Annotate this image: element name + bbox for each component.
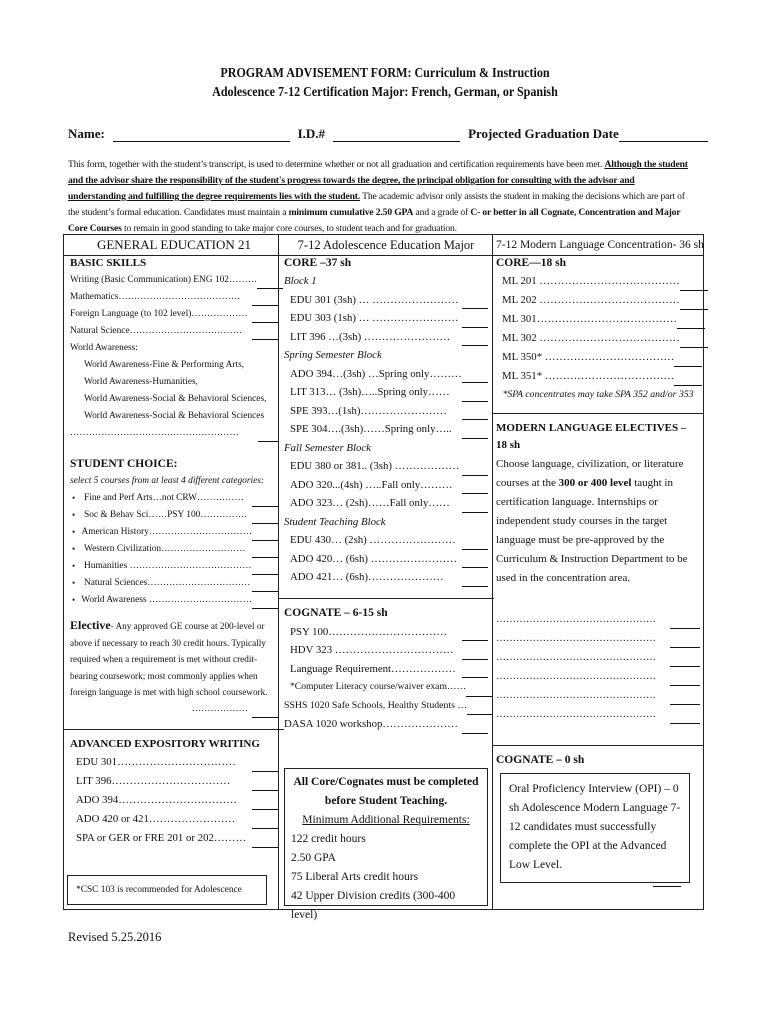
elective-label: Elective <box>70 618 111 633</box>
student-teaching-heading: Student Teaching Block <box>284 515 386 528</box>
grade-blank[interactable] <box>462 298 488 309</box>
intro-text-5: and a grade of <box>413 207 471 218</box>
opi-text: Oral Proficiency Interview (OPI) – 0 sh Adolescence Modern Language 7-12 candidates must successfully complete the OPI at the Advanced Low Level. <box>509 783 681 871</box>
world-awareness-heading: World Awareness: <box>70 343 138 354</box>
cognate-row: HDV 323 …………………………… <box>284 641 488 660</box>
course-row: SPE 304….(3sh)……Spring only….. <box>284 420 488 439</box>
csc-note-box <box>67 875 267 905</box>
id-field[interactable] <box>333 128 460 142</box>
choice-item: • American History…………………………… <box>70 524 278 541</box>
opi-blank[interactable] <box>653 877 681 887</box>
basic-skill-row: Foreign Language (to 102 level)……………… <box>70 306 278 323</box>
grade-blank[interactable] <box>252 581 278 592</box>
requirement-item: 42 Upper Division credits (300-400 level) <box>291 890 456 921</box>
cognate-row: DASA 1020 workshop………………… <box>284 715 488 734</box>
cognate-row: Language Requirement……………… <box>284 660 488 679</box>
general-education-column <box>70 235 278 848</box>
grade-blank[interactable] <box>252 564 278 575</box>
requirements-box-title: All Core/Cognates must be completed before Student Teaching. <box>293 776 479 807</box>
course-row: ADO 421… (6sh)………………… <box>284 568 488 587</box>
intro-text-3: The academic advisor only assists the student in making the decisions which are part of the student’s formal education. Candidates must maintain a <box>68 191 685 218</box>
choice-item: • Western Civilization……………………… <box>70 541 278 558</box>
grade-blank[interactable] <box>462 667 488 678</box>
cognate-heading: COGNATE – 6-15 sh <box>284 606 388 619</box>
intro-gpa-text: minimum cumulative 2.50 GPA <box>288 207 414 218</box>
choice-item: • World Awareness …………………………… <box>70 592 278 609</box>
column-2-divider <box>278 587 494 599</box>
course-row: LIT 313… (3sh)…..Spring only…… <box>284 383 488 402</box>
intro-responsibility-text: Although the student and the advisor share the responsibility of the student's progress towards the degree, the principal obligation for consulting with the advisor and understanding and fulfilling the degree requirements lies with the student. <box>68 159 688 202</box>
column-3-divider-2 <box>492 724 704 746</box>
elective-blank-row: ………………………………………… <box>496 686 700 705</box>
advanced-writing-item: SPA or GER or FRE 201 or 202……… <box>70 829 278 848</box>
grade-blank[interactable] <box>462 502 488 513</box>
block1-heading: Block 1 <box>284 275 317 288</box>
grade-blank[interactable] <box>252 513 278 524</box>
concentration-cognate-heading: COGNATE – 0 sh <box>496 753 585 766</box>
advanced-writing-item: LIT 396…………………………… <box>70 772 278 791</box>
grade-blank[interactable] <box>674 356 702 367</box>
requirement-item: 122 credit hours <box>291 833 366 845</box>
column-divider-1 <box>278 235 279 909</box>
grade-blank[interactable] <box>680 299 708 310</box>
ml-course-row: ML 301………………………………… <box>496 310 700 329</box>
course-row: EDU 430… (2sh) …………………… <box>284 531 488 550</box>
world-awareness-item: World Awareness-Social & Behavioral Sciences <box>84 411 265 422</box>
requirements-box-subtitle: Minimum Additional Requirements: <box>302 814 470 826</box>
course-row: LIT 396 …(3sh) …………………… <box>284 328 488 347</box>
grade-blank[interactable] <box>257 278 283 289</box>
spa-note: *SPA concentrates may take SPA 352 and/or 353 <box>502 389 694 401</box>
world-awareness-item: World Awareness-Social & Behavioral Sciences, <box>84 394 267 405</box>
graduation-date-label: Projected Graduation Date <box>468 126 619 141</box>
elective-blank-row: ………………………………………… <box>496 629 700 648</box>
column-divider-2 <box>492 235 493 909</box>
general-education-header: GENERAL EDUCATION 21 <box>96 237 252 252</box>
opi-blank-row <box>509 875 681 894</box>
column-3-divider <box>492 404 704 414</box>
advanced-writing-item: ADO 420 or 421…………………… <box>70 810 278 829</box>
advanced-writing-item: ADO 394…………………………… <box>70 791 278 810</box>
graduation-date-field[interactable] <box>619 128 708 142</box>
cognate-row: *Computer Literacy course/waiver exam…… <box>284 678 488 697</box>
grade-blank[interactable] <box>462 391 488 402</box>
grade-blank[interactable] <box>462 465 488 476</box>
electives-description: Choose language, civilization, or literature courses at the 300 or 400 level taught in certification language. Internships or independent study courses in the target language must be pre-approved by the Curriculum & Instruction Department to be used in the concentration area. <box>496 457 688 584</box>
course-row: EDU 303 (1sh) … …………………… <box>284 309 488 328</box>
modern-language-header: 7-12 Modern Language Concentration- 36 sh <box>496 239 704 251</box>
grade-blank[interactable] <box>258 431 278 442</box>
choice-item: • Soc & Behav Sci……PSY 100…………… <box>70 507 278 524</box>
elective-blank-row: ………………………………………… <box>496 648 700 667</box>
student-info-row <box>68 124 708 142</box>
elective-level-text: 300 or 400 level <box>558 476 632 489</box>
grade-blank[interactable] <box>462 723 488 734</box>
elective-blank-row: ………………………………………… <box>496 667 700 686</box>
ml-course-row: ML 350* ……………………………… <box>496 348 700 367</box>
requirements-box <box>284 768 488 921</box>
grade-blank[interactable] <box>680 337 708 348</box>
grade-blank[interactable] <box>670 637 700 648</box>
cognate-row: PSY 100…………………………… <box>284 623 488 642</box>
grade-blank[interactable] <box>252 707 278 718</box>
grade-blank[interactable] <box>462 649 488 660</box>
cognate-row: SSHS 1020 Safe Schools, Healthy Students … <box>284 697 488 716</box>
revision-date: Revised 5.25.2016 <box>68 930 162 944</box>
world-awareness-item: World Awareness-Fine & Performing Arts, <box>84 360 245 371</box>
form-title <box>54 64 716 102</box>
grade-blank[interactable] <box>674 375 702 386</box>
grade-blank[interactable] <box>670 675 700 686</box>
grade-blank[interactable] <box>252 295 278 306</box>
elective-blank-row: ………………………………………… <box>496 705 700 724</box>
requirement-item: 2.50 GPA <box>291 852 336 864</box>
world-awareness-blank-row: ……………………………………………… <box>70 425 278 442</box>
grade-blank[interactable] <box>467 704 493 715</box>
grade-blank[interactable] <box>462 335 488 346</box>
education-major-header: 7-12 Adolescence Education Major <box>297 238 475 252</box>
grade-blank[interactable] <box>462 630 488 641</box>
grade-blank[interactable] <box>252 818 278 829</box>
grade-blank[interactable] <box>677 318 705 329</box>
grade-blank[interactable] <box>670 656 700 667</box>
modern-language-column <box>496 235 704 770</box>
choice-item: • Natural Sciences…………………………… <box>70 575 278 592</box>
title-line-1: PROGRAM ADVISEMENT FORM: Curriculum & Instruction <box>220 66 550 81</box>
grade-blank[interactable] <box>462 539 488 550</box>
elective-paragraph <box>70 617 278 701</box>
opi-box <box>500 773 690 883</box>
grade-blank[interactable] <box>462 557 488 568</box>
grade-blank[interactable] <box>462 428 488 439</box>
grade-blank[interactable] <box>462 576 488 587</box>
name-label: Name: <box>68 126 105 141</box>
grade-blank[interactable] <box>252 312 278 323</box>
world-awareness-item: World Awareness-Humanities, <box>84 377 198 388</box>
course-row: ADO 420… (6sh) …………………… <box>284 550 488 569</box>
grade-blank[interactable] <box>252 530 278 541</box>
grade-blank[interactable] <box>462 409 488 420</box>
grade-blank[interactable] <box>252 496 278 507</box>
elective-blank-row: ………………………………………… <box>496 610 700 629</box>
ml-course-row: ML 351* ……………………………… <box>496 367 700 386</box>
grade-blank[interactable] <box>680 280 708 291</box>
grade-blank[interactable] <box>670 713 700 724</box>
student-choice-note: select 5 courses from at least 4 different categories: <box>70 476 265 487</box>
grade-blank[interactable] <box>252 761 278 772</box>
ml-course-row: ML 302 ………………………………… <box>496 329 700 348</box>
fall-block-heading: Fall Semester Block <box>284 441 371 454</box>
course-row: ADO 323… (2sh)……Fall only…… <box>284 494 488 513</box>
basic-skill-row: Writing (Basic Communication) ENG 102……… <box>70 272 278 289</box>
name-field[interactable] <box>113 128 290 142</box>
course-row: ADO 394…(3sh) …Spring only……… <box>284 365 488 384</box>
core-heading: CORE –37 sh <box>284 257 352 269</box>
electives-heading: MODERN LANGUAGE ELECTIVES – 18 sh <box>496 422 687 452</box>
ml-course-row: ML 201 ………………………………… <box>496 272 700 291</box>
grade-blank[interactable] <box>252 598 278 609</box>
student-choice-heading: STUDENT CHOICE: <box>70 458 178 471</box>
grade-blank[interactable] <box>252 799 278 810</box>
choice-item: • Humanities ………………………………… <box>70 558 278 575</box>
basic-skills-heading: BASIC SKILLS <box>70 257 147 269</box>
column-1-divider <box>64 718 284 730</box>
grade-blank[interactable] <box>252 780 278 791</box>
spring-block-heading: Spring Semester Block <box>284 349 382 362</box>
choice-item: • Fine and Perf Arts…not CRW…………… <box>70 490 278 507</box>
id-label: I.D.# <box>297 126 326 141</box>
grade-blank[interactable] <box>462 372 488 383</box>
course-row: EDU 301 (3sh) … …………………… <box>284 291 488 310</box>
concentration-core-heading: CORE—18 sh <box>496 257 566 269</box>
grade-blank[interactable] <box>466 686 492 697</box>
grade-blank[interactable] <box>670 694 700 705</box>
grade-blank[interactable] <box>252 837 278 848</box>
grade-blank[interactable] <box>252 329 278 340</box>
course-row: SPE 393…(1sh)…………………… <box>284 402 488 421</box>
intro-grade-text: C- or better in all Cognate, Concentration and Major Core Courses <box>68 207 681 234</box>
elective-blank-row: ……………… <box>70 701 278 718</box>
grade-blank[interactable] <box>252 547 278 558</box>
intro-paragraph <box>68 157 690 237</box>
csc-note: *CSC 103 is recommended for Adolescence <box>76 885 242 895</box>
course-row: ADO 320...(4sh) …..Fall only……… <box>284 476 488 495</box>
grade-blank[interactable] <box>670 618 700 629</box>
basic-skill-row: Natural Science……………………………… <box>70 323 278 340</box>
intro-text-1: This form, together with the student’s transcript, is used to determine whether or not all graduation and certification requirements have been met. <box>68 159 605 170</box>
intro-text-7: to remain in good standing to take major core courses, to student teach and for graduation. <box>121 223 457 234</box>
requirement-item: 75 Liberal Arts credit hours <box>291 871 419 883</box>
elective-text: - Any approved GE course at 200-level or above if necessary to reach 30 credit hours. Typically required when a requirement is met without credit-bearing coursework; most commonly applies when foreign language is met with high school coursework. <box>70 621 268 698</box>
advanced-writing-heading: ADVANCED EXPOSITORY WRITING <box>70 737 260 750</box>
education-major-column <box>284 235 488 734</box>
title-line-2: Adolescence 7-12 Certification Major: French, German, or Spanish <box>212 85 558 100</box>
course-row: EDU 380 or 381.. (3sh) ……………… <box>284 457 488 476</box>
grade-blank[interactable] <box>462 483 488 494</box>
ml-course-row: ML 202 ………………………………… <box>496 291 700 310</box>
advanced-writing-item: EDU 301…………………………… <box>70 753 278 772</box>
basic-skill-row: Mathematics………………………………… <box>70 289 278 306</box>
grade-blank[interactable] <box>462 317 488 328</box>
